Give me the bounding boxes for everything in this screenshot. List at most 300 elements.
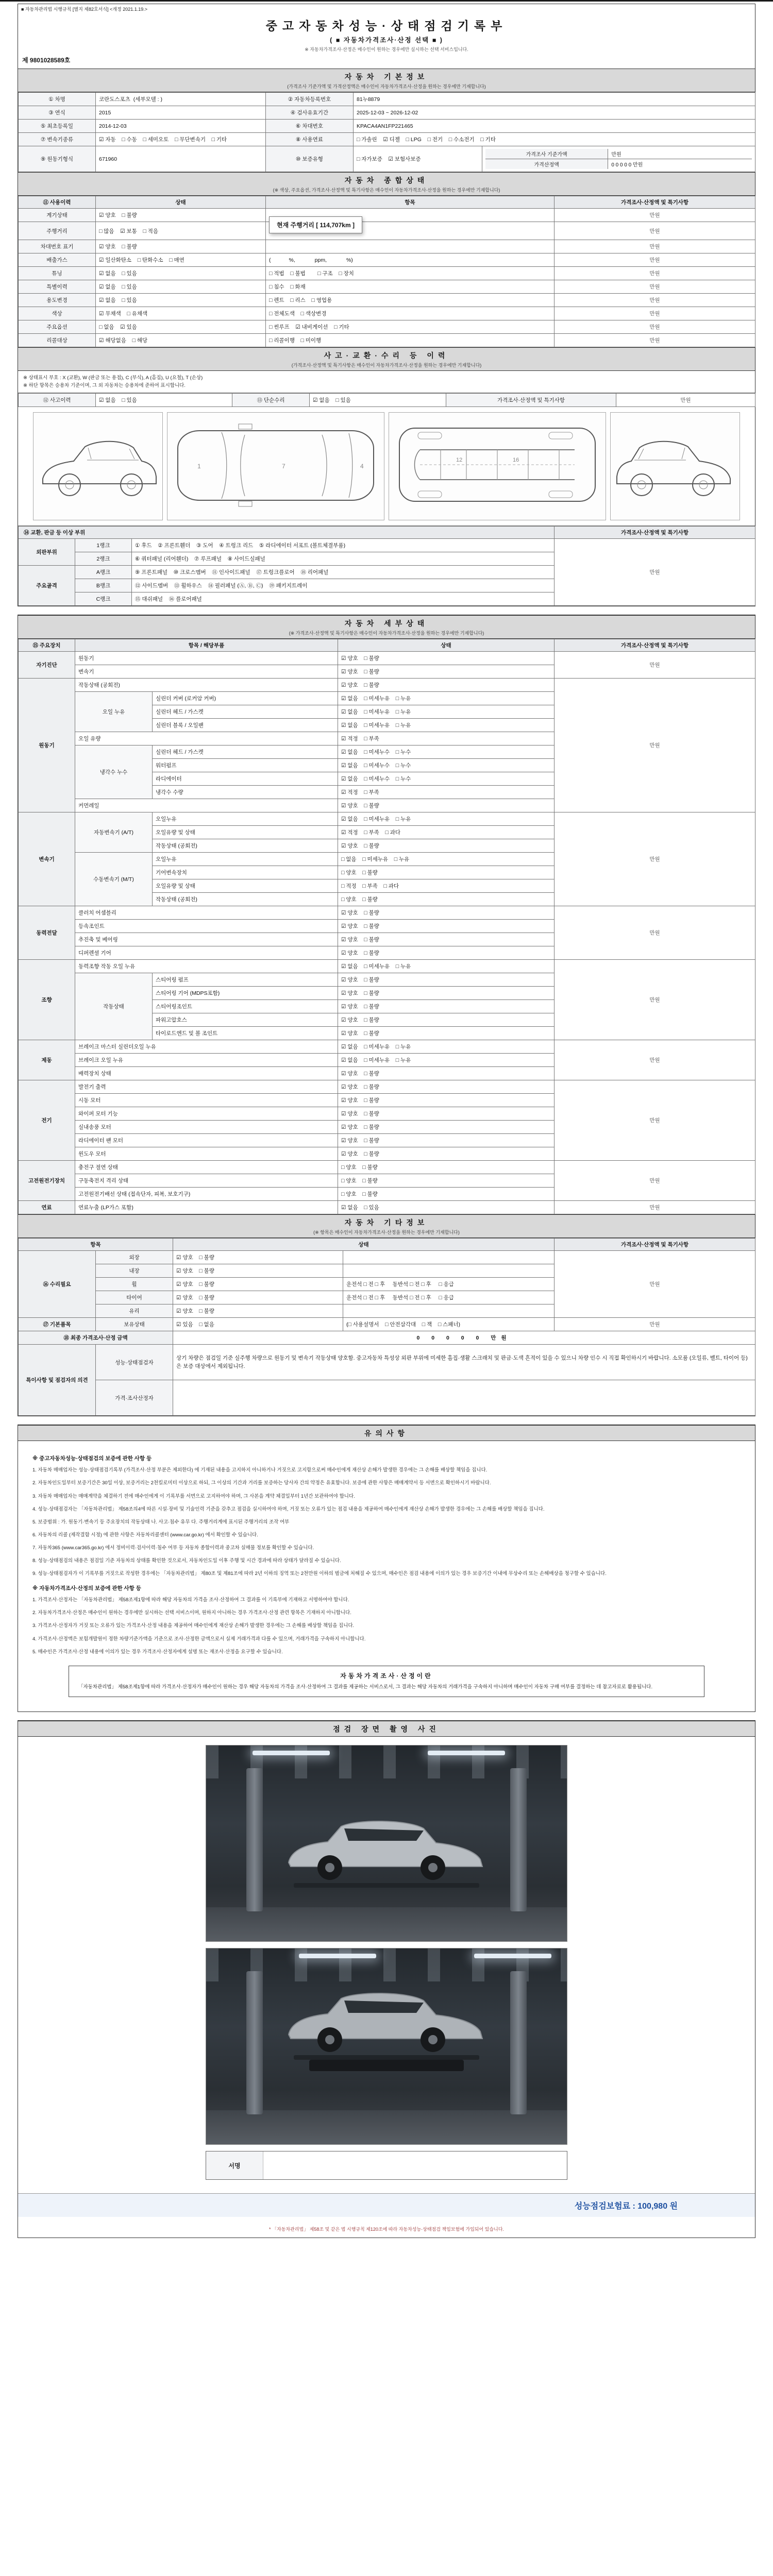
notice-item: 4. 가격조사·산정액은 보험개발원이 정한 차량기준가액을 기준으로 조사·산정한 금액으로서 실제 거래가격과 다를 수 있으며, 거래가격을 구속하지 아니합니다. <box>32 1636 366 1642</box>
lift-post-left <box>246 1971 263 2114</box>
item-cell: 등속조인트 <box>75 920 338 933</box>
sub-cell: 오일 누유 <box>75 692 153 732</box>
item-cell: ⑫ 사이드멤버 ⑬ 휠하우스 ⑭ 필러패널 (Ⓐ, Ⓑ, Ⓒ) ⑲ 패키지트레이 <box>132 579 554 592</box>
state-cell: ☑ 없음 □ 있음 <box>338 1201 554 1214</box>
group-cell: 외판부위 <box>19 539 75 566</box>
rank-cell: 2랭크 <box>75 552 132 566</box>
section-other-info <box>18 1214 755 1238</box>
state-cell: ☑ 없음 □ 있음 <box>96 294 266 307</box>
state-cell: ☑ 없음 □ 미세누유 □ 누유 <box>338 1040 554 1054</box>
ceiling-lamp-icon <box>474 1954 551 1958</box>
label-cell: 특별이력 <box>19 280 96 294</box>
item-cell: 와이퍼 모터 기능 <box>75 1107 338 1121</box>
item-cell: 추진축 및 베어링 <box>75 933 338 946</box>
state-cell: ☑ 해당없음 □ 해당 <box>96 334 266 347</box>
notice-item: 1. 자동차 매매업자는 성능·상태점검기록부 (가격조사·산정 부분은 제외한다) 에 기재된 내용을 고지하지 아니하거나 거짓으로 고지함으로써 매수인에게 재산상 손해가 발생한 경우에는 그 손해를 배상할 책임을 집니다. <box>32 1467 488 1473</box>
price-cell: 만원 <box>554 652 755 679</box>
section-overall-condition <box>18 172 755 196</box>
lift-post-left <box>246 1768 263 1911</box>
group-cell: 조향 <box>19 960 75 1040</box>
label-cell: 색상 <box>19 307 96 320</box>
car-underbody-shadow <box>309 2060 464 2071</box>
price-cell: 만원 <box>554 307 755 320</box>
sub-cell: 자동변속기 (A/T) <box>75 812 153 853</box>
state-cell: ☑ 양호 □ 불량 <box>338 1067 554 1080</box>
exchange-caption: ⑭ 교환, 판금 등 이상 부위 <box>19 527 554 539</box>
sub-cell: 수동변속기 (M/T) <box>75 853 153 906</box>
state-cell: ☑ 적정 □ 부족 <box>338 786 554 799</box>
section-basic-info <box>18 69 755 92</box>
item-cell: 오일유량 및 상태 <box>153 826 338 839</box>
item-cell <box>266 222 554 240</box>
svg-text:12: 12 <box>456 457 463 464</box>
item-cell: □ 침수 □ 화재 <box>266 280 554 294</box>
item-cell: 윈도우 모터 <box>75 1147 338 1161</box>
car-diagram-underbody <box>389 412 606 520</box>
state-code-legend <box>18 371 755 393</box>
state-cell: ☑ 없음 □ 미세누수 □ 누수 <box>338 772 554 786</box>
label-cell: 배출가스 <box>19 253 96 267</box>
price-cell: 만원 <box>554 280 755 294</box>
item-cell: 운전석 □ 전 □ 후 동반석 □ 전 □ 후 □ 응급 <box>343 1291 554 1304</box>
state-cell: ☑ 양호 □ 불량 <box>338 933 554 946</box>
definition-title: 자동차가격조사·산정이란 <box>340 1672 433 1680</box>
label-cell: ⑬ 단순수리 <box>232 394 310 407</box>
state-cell: ☑ 양호 □ 불량 <box>338 1147 554 1161</box>
price-appraisal-definition-box <box>69 1666 704 1698</box>
section-title: 자동차 세부상태 <box>344 619 429 628</box>
item-cell: 오일유량 및 상태 <box>153 879 338 893</box>
notices-body <box>18 1441 755 1711</box>
item-cell <box>343 1304 554 1318</box>
notice-item: 5. 보증범위 : 가. 원동기·변속기 등 주요장치의 작동상태 나. 사고·침수 유무 다. 주행거리계에 표시된 주행거리의 조작 여부 <box>32 1519 290 1525</box>
inspection-photo-2 <box>206 1948 567 2145</box>
state-cell: □ 많음 ☑ 보통 □ 적음 <box>96 222 266 240</box>
price-cell: 만원 <box>554 253 755 267</box>
price-cell: 만원 <box>554 294 755 307</box>
fuel-options: □ 가솔린 ☑ 디젤 □ LPG □ 전기 □ 수소전기 □ 기타 <box>354 133 755 146</box>
state-cell: □ 양호 □ 불량 <box>338 893 554 906</box>
section-title: 유의사항 <box>364 1429 409 1438</box>
price-cell: 만원 <box>554 906 755 960</box>
item-cell: 오일누유 <box>153 812 338 826</box>
item-cell: 스티어링 펌프 <box>153 973 338 987</box>
col-header: 가격조사·산정액 및 특기사항 <box>554 639 755 652</box>
item-cell: 실린더 블록 / 오일팬 <box>153 719 338 732</box>
section-title: 자동차 종합상태 <box>344 176 429 184</box>
price-cell: 만원 <box>554 1251 755 1318</box>
ceiling-lamp-icon <box>428 1751 505 1755</box>
price-cell: 만원 <box>554 812 755 906</box>
state-cell: ☑ 없음 □ 있음 <box>96 394 232 407</box>
regulation-line: ■ 자동차관리법 시행규칙 [별지 제82호서식] <개정 2021.1.19.> <box>21 7 147 12</box>
item-cell: □ 리콜이행 □ 미이행 <box>266 334 554 347</box>
item-cell: 작동상태 (공회전) <box>153 839 338 853</box>
item-cell: 실린더 헤드 / 가스켓 <box>153 705 338 719</box>
state-cell: ☑ 양호 □ 불량 <box>173 1304 343 1318</box>
signature-label: 서명 <box>206 2151 263 2179</box>
item-cell: 실린더 커버 (로커암 커버) <box>153 692 338 705</box>
accident-row-table <box>18 393 755 407</box>
item-cell: 실내송풍 모터 <box>75 1121 338 1134</box>
block-detail <box>18 615 755 1416</box>
label-cell: ⑧ 사용연료 <box>266 133 354 146</box>
label-cell: 유리 <box>96 1304 173 1318</box>
price-cell: 만원 <box>554 1080 755 1161</box>
item-cell: 동력조향 작동 오일 누유 <box>75 960 338 973</box>
state-cell: ☑ 양호 □ 불량 <box>338 1107 554 1121</box>
price-cell: 만원 <box>554 267 755 280</box>
group-cell: 제동 <box>19 1040 75 1080</box>
item-cell: □ 적법 □ 불법 □ 구조 □ 장치 <box>266 267 554 280</box>
state-cell: ☑ 일산화탄소 □ 탄화수소 □ 매연 <box>96 253 266 267</box>
item-cell: 운전석 □ 전 □ 후 동반석 □ 전 □ 후 □ 응급 <box>343 1278 554 1291</box>
notice-item: 6. 자동차의 리콜 (제작결함 시정) 에 관한 사항은 자동차리콜센터 (www.car.go.kr) 에서 확인할 수 있습니다. <box>32 1532 258 1538</box>
engine-type-value: 671960 <box>96 146 266 172</box>
lift-post-right <box>510 1768 527 1911</box>
col-header: 항목 <box>19 1239 173 1251</box>
overall-condition-table <box>18 196 755 347</box>
item-cell: □ 썬루프 ☑ 내비게이션 □ 기타 <box>266 320 554 334</box>
car-diagram-top-view <box>167 412 384 520</box>
value-cell: 81누8879 <box>354 93 755 106</box>
car-diagram-strip <box>18 407 755 526</box>
state-cell: ☑ 없음 □ 미세누유 □ 누유 <box>338 812 554 826</box>
final-price-value: 0 0 0 0 0 만원 <box>173 1331 755 1345</box>
label-cell: 주행거리 <box>19 222 96 240</box>
label-cell: 가격조사 기준가액 <box>485 149 608 159</box>
final-price-label: ⑱ 최종 가격조사·산정 금액 <box>19 1331 173 1345</box>
label-cell: 보유상태 <box>96 1318 173 1331</box>
state-cell: ☑ 양호 □ 불량 <box>338 1000 554 1013</box>
col-header: 항목 / 해당부품 <box>75 639 338 652</box>
state-cell: ☑ 양호 □ 불량 <box>173 1264 343 1278</box>
legend-line-1: ※ 상태표시 부호 : X (교환), W (판금 또는 용접), C (부식), A (흠집), U (요철), T (손상) <box>23 375 203 381</box>
item-cell: 충전구 절연 상태 <box>75 1161 338 1174</box>
label-cell: ① 차명 <box>19 93 96 106</box>
label-cell: 주요옵션 <box>19 320 96 334</box>
car-diagram-right-side <box>610 412 740 520</box>
state-cell: ☑ 양호 □ 불량 <box>338 1094 554 1107</box>
item-cell: ( %, ppm, %) <box>266 253 554 267</box>
col-header: 상태 <box>338 639 554 652</box>
price-cell: 만원 <box>554 334 755 347</box>
price-assessed-value: 0 0 0 0 0 만원 <box>608 159 752 170</box>
item-cell: 시동 모터 <box>75 1094 338 1107</box>
state-cell: ☑ 없음 □ 있음 <box>310 394 446 407</box>
price-cell: 만원 <box>554 240 755 253</box>
col-header: 가격조사·산정액 및 특기사항 <box>554 527 755 539</box>
section-note: (※ 가격조사·산정액 및 특기사항은 매수인이 자동차가격조사·산정을 원하는 경우에만 기재합니다) <box>289 631 484 636</box>
item-cell <box>343 1264 554 1278</box>
section-title: 자동차 기본정보 <box>344 73 429 81</box>
col-header: 가격조사·산정액 및 특기사항 <box>554 196 755 209</box>
transmission-options: ☑ 자동 □ 수동 □ 세미오토 □ 무단변속기 □ 기타 <box>96 133 266 146</box>
state-cell: ☑ 양호 □ 불량 <box>338 946 554 960</box>
price-inner-table <box>485 149 752 169</box>
car-silhouette <box>278 1978 495 2055</box>
item-cell: 변속기 <box>75 665 338 679</box>
group-cell: ⑰ 기본품목 <box>19 1318 96 1331</box>
svg-text:1: 1 <box>197 463 201 470</box>
item-cell: 브레이크 마스터 실린더오일 누유 <box>75 1040 338 1054</box>
item-cell: □ 렌트 □ 리스 □ 영업용 <box>266 294 554 307</box>
label-cell: 튜닝 <box>19 267 96 280</box>
panel-rank-table <box>18 526 755 606</box>
group-cell: 자기진단 <box>19 652 75 679</box>
state-cell: □ 없음 ☑ 있음 <box>96 320 266 334</box>
label-cell: 가격산정액 <box>485 159 608 170</box>
state-cell: ☑ 양호 □ 불량 <box>96 209 266 222</box>
state-cell: ☑ 양호 □ 불량 <box>338 1013 554 1027</box>
state-cell: □ 양호 □ 불량 <box>338 1174 554 1188</box>
notice-item: 7. 자동차365 (www.car365.go.kr) 에서 정비이력·검사이력·침수 여부 등 자동차 종합이력과 중고차 실매물 정보를 확인할 수 있습니다. <box>32 1545 314 1551</box>
notice-item: 5. 매수인은 가격조사·산정 내용에 이의가 있는 경우 가격조사·산정자에게 설명 또는 재조사·산정을 요구할 수 있습니다. <box>32 1649 283 1655</box>
state-cell: ☑ 양호 □ 불량 <box>338 1027 554 1040</box>
section-accident-history <box>18 347 755 371</box>
section-title: 자동차 기타정보 <box>344 1218 429 1227</box>
car-silhouette <box>278 1806 495 1883</box>
item-cell: 스티어링조인트 <box>153 1000 338 1013</box>
label-cell: 용도변경 <box>19 294 96 307</box>
value-cell: 2015 <box>96 106 266 120</box>
group-cell: 전기 <box>19 1080 75 1161</box>
value-cell: 2025-12-03 ~ 2026-12-02 <box>354 106 755 120</box>
rank-cell: 1랭크 <box>75 539 132 552</box>
state-cell: ☑ 양호 □ 불량 <box>338 1121 554 1134</box>
state-cell: □ 양호 □ 불량 <box>338 1161 554 1174</box>
item-cell: 디퍼렌셜 기어 <box>75 946 338 960</box>
notice-item: 3. 자동차 매매업자는 매매계약을 체결하기 전에 매수인에게 이 기록부를 서면으로 고지하여야 하며, 그 사본을 계약 체결일부터 1년간 보관하여야 합니다. <box>32 1493 355 1499</box>
label-cell: 가격조사·산정액 및 특기사항 <box>446 394 616 407</box>
state-cell: ☑ 없음 □ 미세누유 □ 누유 <box>338 1054 554 1067</box>
item-cell: 작동상태 (공회전) <box>153 893 338 906</box>
vin-value: KPACA4AN1FP221465 <box>354 120 755 133</box>
section-detail-condition <box>18 615 755 639</box>
svg-text:16: 16 <box>513 457 519 464</box>
price-cell: 만원 <box>554 1201 755 1214</box>
state-cell: ☑ 양호 □ 불량 <box>173 1251 343 1264</box>
value-cell: 2014-12-03 <box>96 120 266 133</box>
group-cell: 고전원전기장치 <box>19 1161 75 1201</box>
item-cell: 발전기 출력 <box>75 1080 338 1094</box>
group-cell: 동력전달 <box>19 906 75 960</box>
price-cell: 만원 <box>554 679 755 812</box>
insurance-footnote: * 「자동차관리법」 제58조 및 같은 법 시행규칙 제120조에 따라 자동차성능·상태점검 책임보험에 가입되어 있습니다. <box>269 2227 504 2232</box>
item-cell <box>266 240 554 253</box>
state-cell: □ 없음 □ 미세누유 □ 누유 <box>338 853 554 866</box>
label-cell: 성능·상태점검자 <box>96 1345 173 1380</box>
price-cell: 만원 <box>554 222 755 240</box>
state-cell: ☑ 양호 □ 불량 <box>96 240 266 253</box>
notice-subheader: ※ 중고자동차성능·상태점검의 보증에 관한 사항 등 <box>32 1455 152 1462</box>
state-cell: ☑ 양호 □ 불량 <box>338 839 554 853</box>
state-cell: ☑ 양호 □ 불량 <box>338 652 554 665</box>
legend-line-2: ※ 하단 항목은 승용차 기준이며, 그 외 자동차는 승용차에 준하여 표시합니다. <box>23 383 186 389</box>
price-cell: 만원 <box>554 209 755 222</box>
price-cell: 만원 <box>554 539 755 606</box>
svg-text:4: 4 <box>360 463 364 470</box>
item-cell: 스티어링 기어 (MDPS포함) <box>153 987 338 1000</box>
item-cell: 작동상태 (공회전) <box>75 679 338 692</box>
col-header: 항목 <box>266 196 554 209</box>
price-base-value: 만원 <box>608 149 752 159</box>
notice-item: 9. 성능·상태점검자가 이 기록부를 거짓으로 작성한 경우에는 「자동차관리법」 제80조 및 제81조에 따라 2년 이하의 징역 또는 2천만원 이하의 벌금에 처해질 수 있으며, 매수인은 점검 내용에 이의가 있는 경우 보증기간 이내에 무상수리 또는 손해배상을 청구할 수 있습니다. <box>32 1571 607 1577</box>
label-cell: 리콜대상 <box>19 334 96 347</box>
ceiling-lamp-icon <box>299 1954 376 1958</box>
sub-cell: 냉각수 누수 <box>75 745 153 799</box>
col-header: ⑪ 사용이력 <box>19 196 96 209</box>
price-cell: 만원 <box>616 394 755 407</box>
rank-cell: B랭크 <box>75 579 132 592</box>
state-cell: ☑ 양호 □ 불량 <box>338 906 554 920</box>
label-cell: 가격·조사산정자 <box>96 1380 173 1416</box>
other-info-table <box>18 1238 755 1416</box>
state-cell: □ 양호 □ 불량 <box>338 866 554 879</box>
item-cell: 실린더 헤드 / 가스켓 <box>153 745 338 759</box>
label-cell: 내장 <box>96 1264 173 1278</box>
label-cell: ⑦ 변속기종류 <box>19 133 96 146</box>
page-subtitle-note: ※ 자동차가격조사·산정은 매수인이 원하는 경우에만 실시하는 선택 서비스입니다. <box>305 47 468 52</box>
state-cell: ☑ 없음 □ 미세누수 □ 누수 <box>338 745 554 759</box>
state-cell: ☑ 적정 □ 부족 □ 과다 <box>338 826 554 839</box>
value-cell: 코란도스포츠 (세부모델 : ) <box>96 93 266 106</box>
label-cell: ⑩ 보증유형 <box>266 146 354 172</box>
notice-item: 4. 성능·상태점검자는 「자동차관리법」 제58조의4에 따른 시설·장비 및 기술인력 기준을 갖추고 점검을 실시하여야 하며, 거짓 또는 오류가 있는 점검 내용을 제공하여 매수인에게 재산상 손해가 발생한 경우에는 그 손해를 배상할 책임을 집니다. <box>32 1506 545 1512</box>
section-note: (※ 항목은 매수인이 자동차가격조사·산정을 원하는 경우에만 기재합니다) <box>313 1230 460 1235</box>
item-cell: 연료누출 (LP가스 포함) <box>75 1201 338 1214</box>
document-header <box>18 12 755 54</box>
col-header: 상태 <box>173 1239 554 1251</box>
section-note: (※ 색상, 주요옵션, 가격조사·산정액 및 특기사항은 매수인이 자동차가격조사·산정을 원하는 경우에만 기재합니다) <box>273 188 500 193</box>
state-cell: ☑ 양호 □ 불량 <box>338 920 554 933</box>
state-cell: ☑ 없음 □ 있음 <box>96 280 266 294</box>
item-cell: 오일누유 <box>153 853 338 866</box>
item-cell: 배력장치 상태 <box>75 1067 338 1080</box>
label-cell: ⑫ 사고이력 <box>19 394 96 407</box>
page-title: 중고자동차성능·상태점검기록부 <box>265 19 508 32</box>
section-note: (가격조사 기준가액 및 가격산정액은 매수인이 자동차가격조사·산정을 원하는 경우에만 기재합니다) <box>287 84 486 89</box>
group-cell: 변속기 <box>19 812 75 906</box>
label-cell: ④ 검사유효기간 <box>266 106 354 120</box>
item-cell: 원동기 <box>75 652 338 665</box>
item-cell: 브레이크 오일 누유 <box>75 1054 338 1067</box>
label-cell: 차대번호 표기 <box>19 240 96 253</box>
state-cell: ☑ 양호 □ 불량 <box>173 1278 343 1291</box>
state-cell: ☑ 무채색 □ 유채색 <box>96 307 266 320</box>
photo-area <box>18 1737 755 2238</box>
item-cell <box>343 1251 554 1264</box>
price-cell: 만원 <box>554 1161 755 1201</box>
item-cell: 클러치 어셈블리 <box>75 906 338 920</box>
state-cell: ☑ 양호 □ 불량 <box>338 1134 554 1147</box>
appraiser-opinion <box>173 1380 755 1416</box>
document-page <box>18 2 755 2262</box>
item-cell: 냉각수 수량 <box>153 786 338 799</box>
item-cell: ⑨ 프론트패널 ⑩ 크로스멤버 ⑪ 인사이드패널 ⑰ 트렁크플로어 ⑱ 리어패널 <box>132 566 554 579</box>
ceiling-lamp-icon <box>253 1751 330 1755</box>
price-cell: 만원 <box>554 320 755 334</box>
section-notices <box>18 1425 755 1441</box>
notice-item: 1. 가격조사·산정자는 「자동차관리법」 제58조제1항에 따라 해당 자동차의 가격을 조사·산정하여 그 결과를 이 기록부에 기재하고 서명하여야 합니다. <box>32 1597 349 1603</box>
section-title: 점검 장면 촬영 사진 <box>333 1725 440 1734</box>
label-cell: ③ 연식 <box>19 106 96 120</box>
item-cell: ① 후드 ② 프론트휀더 ③ 도어 ④ 트렁크 리드 ⑤ 라디에이터 서포트 (볼트체결부품) <box>132 539 554 552</box>
sub-cell: 작동상태 <box>75 973 153 1040</box>
state-cell: ☑ 양호 □ 불량 <box>338 1080 554 1094</box>
state-cell: ☑ 없음 □ 미세누유 □ 누유 <box>338 705 554 719</box>
garage-floor <box>206 2110 567 2144</box>
section-title: 사고·교환·수리 등 이력 <box>324 351 449 360</box>
state-cell: ☑ 적정 □ 부족 <box>338 732 554 745</box>
lift-arm <box>294 2055 479 2060</box>
doc-number: 제 9801028589호 <box>22 57 71 64</box>
state-cell: □ 양호 □ 불량 <box>338 1188 554 1201</box>
label-cell: 타이어 <box>96 1291 173 1304</box>
section-photos <box>18 1721 755 1737</box>
car-on-lift <box>278 1806 495 1888</box>
item-cell: 파워고압호스 <box>153 1013 338 1027</box>
col-header: ⑮ 주요장치 <box>19 639 75 652</box>
state-cell: ☑ 없음 □ 미세누유 □ 누유 <box>338 719 554 732</box>
state-cell: ☑ 있음 □ 없음 <box>173 1318 343 1331</box>
state-cell: ☑ 없음 □ 미세누유 □ 누유 <box>338 960 554 973</box>
item-cell: 라디에이터 팬 모터 <box>75 1134 338 1147</box>
label-cell: 계기상태 <box>19 209 96 222</box>
inspection-photo-1 <box>206 1745 567 1942</box>
block-photos <box>18 1720 755 2238</box>
item-cell: 워터펌프 <box>153 759 338 772</box>
basic-info-table <box>18 92 755 172</box>
car-diagram-left-side <box>33 412 163 520</box>
label-cell: 휠 <box>96 1278 173 1291</box>
state-cell: ☑ 없음 □ 미세누수 □ 누수 <box>338 759 554 772</box>
rank-cell: A랭크 <box>75 566 132 579</box>
state-cell: ☑ 없음 □ 미세누유 □ 누유 <box>338 692 554 705</box>
label-cell: ⑤ 최초등록일 <box>19 120 96 133</box>
price-cell: 만원 <box>554 960 755 1040</box>
group-cell: 원동기 <box>19 679 75 812</box>
detail-condition-table <box>18 639 755 1214</box>
price-box <box>482 146 755 172</box>
state-cell: ☑ 양호 □ 불량 <box>338 973 554 987</box>
label-cell: ⑥ 차대번호 <box>266 120 354 133</box>
item-cell: 라디에이터 <box>153 772 338 786</box>
notice-item: 2. 자동차가격조사·산정은 매수인이 원하는 경우에만 실시하는 선택 서비스이며, 원하지 아니하는 경우 가격조사·산정 관련 항목은 기재하지 아니합니다. <box>32 1610 351 1616</box>
section-note: (가격조사·산정액 및 특기사항은 매수인이 자동차가격조사·산정을 원하는 경우에만 기재합니다) <box>291 363 482 368</box>
warranty-options: □ 자가보증 ☑ 보험사보증 <box>354 146 482 172</box>
block-basic <box>18 4 755 606</box>
col-header: 가격조사·산정액 및 특기사항 <box>554 1239 755 1251</box>
mileage-popup: 현재 주행거리 [ 114,707km ] <box>269 216 362 233</box>
item-cell: 구동축전지 격리 상태 <box>75 1174 338 1188</box>
car-on-lift <box>278 1978 495 2071</box>
label-cell: ⑨ 원동기형식 <box>19 146 96 172</box>
garage-floor <box>206 1907 567 1941</box>
price-cell: 만원 <box>554 1040 755 1080</box>
opinion-label: 특이사항 및 점검자의 의견 <box>19 1345 96 1416</box>
state-cell: ☑ 양호 □ 불량 <box>338 799 554 812</box>
item-cell: 고전원전기배선 상태 (접속단자, 피복, 보호기구) <box>75 1188 338 1201</box>
rank-cell: C랭크 <box>75 592 132 606</box>
item-cell: □ 전체도색 □ 색상변경 <box>266 307 554 320</box>
notice-item: 2. 자동차인도일부터 보증기간은 30일 이상, 보증거리는 2천킬로미터 이상으로 하되, 그 이상의 기간과 거리를 보증하는 당사자 간의 약정은 유효합니다. 보증에 관한 사항은 매매계약서 등 서면으로 확인하시기 바랍니다. <box>32 1480 491 1486</box>
notice-subheader: ※ 자동차가격조사·산정의 보증에 관한 사항 등 <box>32 1585 141 1592</box>
state-cell: ☑ 없음 □ 있음 <box>96 267 266 280</box>
state-cell: ☑ 양호 □ 불량 <box>338 987 554 1000</box>
premium-amount: 성능점검보험료 : 100,980 원 <box>18 2193 755 2217</box>
notice-item: 3. 가격조사·산정자가 거짓 또는 오류가 있는 가격조사·산정 내용을 제공하여 매수인에게 재산상 손해가 발생한 경우에는 그 손해를 배상할 책임을 집니다. <box>32 1623 355 1629</box>
